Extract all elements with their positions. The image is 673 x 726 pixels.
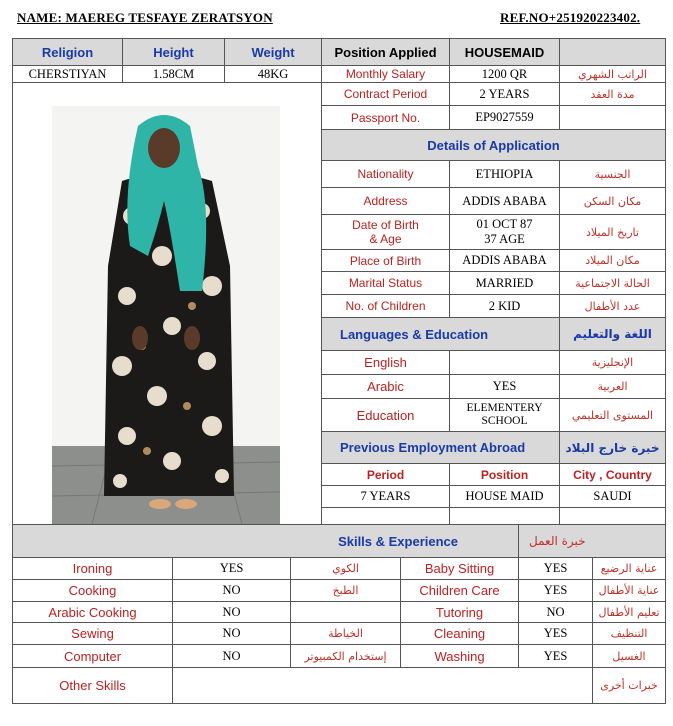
skill-sewing-label: Sewing xyxy=(13,623,173,645)
skill-cooking-value: NO xyxy=(173,580,291,602)
skill-babysitting-ar: عناية الرضيع xyxy=(593,558,666,580)
birthplace-value: ADDIS ABABA xyxy=(450,250,560,272)
passport-value: EP9027559 xyxy=(450,106,560,130)
employment-section-title: Previous Employment Abroad xyxy=(322,432,560,464)
languages-section-title-ar: اللغة والتعليم xyxy=(560,318,666,351)
other-skills-label: Other Skills xyxy=(13,668,173,704)
address-ar: مكان السكن xyxy=(560,188,666,215)
position-applied-value: HOUSEMAID xyxy=(450,39,560,66)
skill-childrencare-label: Children Care xyxy=(401,580,519,602)
photo-frame xyxy=(12,82,322,525)
nationality-label: Nationality xyxy=(322,161,450,188)
skill-washing-value: YES xyxy=(519,645,593,668)
skills-table xyxy=(12,524,666,704)
birthplace-ar: مكان الميلاد xyxy=(560,250,666,272)
arabic-label: Arabic xyxy=(322,375,450,399)
skill-sewing-ar: الخياطة xyxy=(291,623,401,645)
address-label: Address xyxy=(322,188,450,215)
skill-tutoring-value: NO xyxy=(519,602,593,623)
weight-value: 48KG xyxy=(225,66,322,83)
application-details-table xyxy=(321,38,666,530)
nationality-ar: الجنسية xyxy=(560,161,666,188)
other-skills-value xyxy=(173,668,593,704)
passport-ar xyxy=(560,106,666,130)
skill-tutoring-label: Tutoring xyxy=(401,602,519,623)
period-value: 7 YEARS xyxy=(322,486,450,508)
children-value: 2 KID xyxy=(450,295,560,318)
marital-value: MARRIED xyxy=(450,272,560,295)
arabic-ar: العربية xyxy=(560,375,666,399)
contract-label: Contract Period xyxy=(322,83,450,106)
height-header: Height xyxy=(123,39,225,66)
skill-tutoring-ar: تعليم الأطفال xyxy=(593,602,666,623)
nationality-value: ETHIOPIA xyxy=(450,161,560,188)
skill-childrencare-ar: عناية الأطفال xyxy=(593,580,666,602)
religion-header: Religion xyxy=(13,39,123,66)
skill-babysitting-label: Baby Sitting xyxy=(401,558,519,580)
passport-label: Passport No. xyxy=(322,106,450,130)
dob-label: Date of Birth & Age xyxy=(322,215,450,250)
education-value: ELEMENTERY SCHOOL xyxy=(450,399,560,432)
skill-ironing-label: Ironing xyxy=(13,558,173,580)
skills-section-title: Skills & Experience xyxy=(13,525,519,558)
skill-cleaning-ar: التنظيف xyxy=(593,623,666,645)
period-header: Period xyxy=(322,464,450,486)
position-applied-label: Position Applied xyxy=(322,39,450,66)
skill-cleaning-value: YES xyxy=(519,623,593,645)
details-section-title: Details of Application xyxy=(322,130,666,161)
reference-number: REF.NO+251920223402. xyxy=(500,10,641,25)
skill-washing-ar: الغسيل xyxy=(593,645,666,668)
applicant-name: NAME: MAEREG TESFAYE ZERATSYON xyxy=(17,10,273,25)
children-ar: عدد الأطفال xyxy=(560,295,666,318)
salary-label: Monthly Salary xyxy=(322,66,450,83)
marital-ar: الحالة الاجتماعية xyxy=(560,272,666,295)
skill-arabic-cooking-ar xyxy=(291,602,401,623)
children-label: No. of Children xyxy=(322,295,450,318)
weight-header: Weight xyxy=(225,39,322,66)
skill-sewing-value: NO xyxy=(173,623,291,645)
marital-label: Marital Status xyxy=(322,272,450,295)
education-label: Education xyxy=(322,399,450,432)
skill-computer-label: Computer xyxy=(13,645,173,668)
salary-ar: الراتب الشهري xyxy=(560,66,666,83)
skill-babysitting-value: YES xyxy=(519,558,593,580)
personal-stats-table xyxy=(12,38,322,83)
skill-computer-value: NO xyxy=(173,645,291,668)
languages-section-title: Languages & Education xyxy=(322,318,560,351)
skills-section-title-ar: خبرة العمل xyxy=(519,525,666,558)
arabic-value: YES xyxy=(450,375,560,399)
employment-section-title-ar: خبرة خارج البلاد xyxy=(560,432,666,464)
english-label: English xyxy=(322,351,450,375)
skill-cooking-label: Cooking xyxy=(13,580,173,602)
skill-ironing-value: YES xyxy=(173,558,291,580)
country-header: City , Country xyxy=(560,464,666,486)
religion-value: CHERSTIYAN xyxy=(13,66,123,83)
salary-value: 1200 QR xyxy=(450,66,560,83)
dob-value: 01 OCT 87 37 AGE xyxy=(450,215,560,250)
education-ar: المستوى التعليمي xyxy=(560,399,666,432)
skill-cleaning-label: Cleaning xyxy=(401,623,519,645)
english-ar: الإنجليزية xyxy=(560,351,666,375)
height-value: 1.58CM xyxy=(123,66,225,83)
position-header: Position xyxy=(450,464,560,486)
skill-arabic-cooking-label: Arabic Cooking xyxy=(13,602,173,623)
position-value: HOUSE MAID xyxy=(450,486,560,508)
contract-value: 2 YEARS xyxy=(450,83,560,106)
other-skills-ar: خبرات أخرى xyxy=(593,668,666,704)
skill-arabic-cooking-value: NO xyxy=(173,602,291,623)
address-value: ADDIS ABABA xyxy=(450,188,560,215)
dob-ar: تاريخ الميلاد xyxy=(560,215,666,250)
skill-ironing-ar: الكوي xyxy=(291,558,401,580)
country-value: SAUDI xyxy=(560,486,666,508)
skill-washing-label: Washing xyxy=(401,645,519,668)
contract-ar: مدة العقد xyxy=(560,83,666,106)
english-value xyxy=(450,351,560,375)
skill-childrencare-value: YES xyxy=(519,580,593,602)
skill-computer-ar: إستخدام الكمبيوتر xyxy=(291,645,401,668)
position-applied-ar xyxy=(560,39,666,66)
skill-cooking-ar: الطبخ xyxy=(291,580,401,602)
birthplace-label: Place of Birth xyxy=(322,250,450,272)
